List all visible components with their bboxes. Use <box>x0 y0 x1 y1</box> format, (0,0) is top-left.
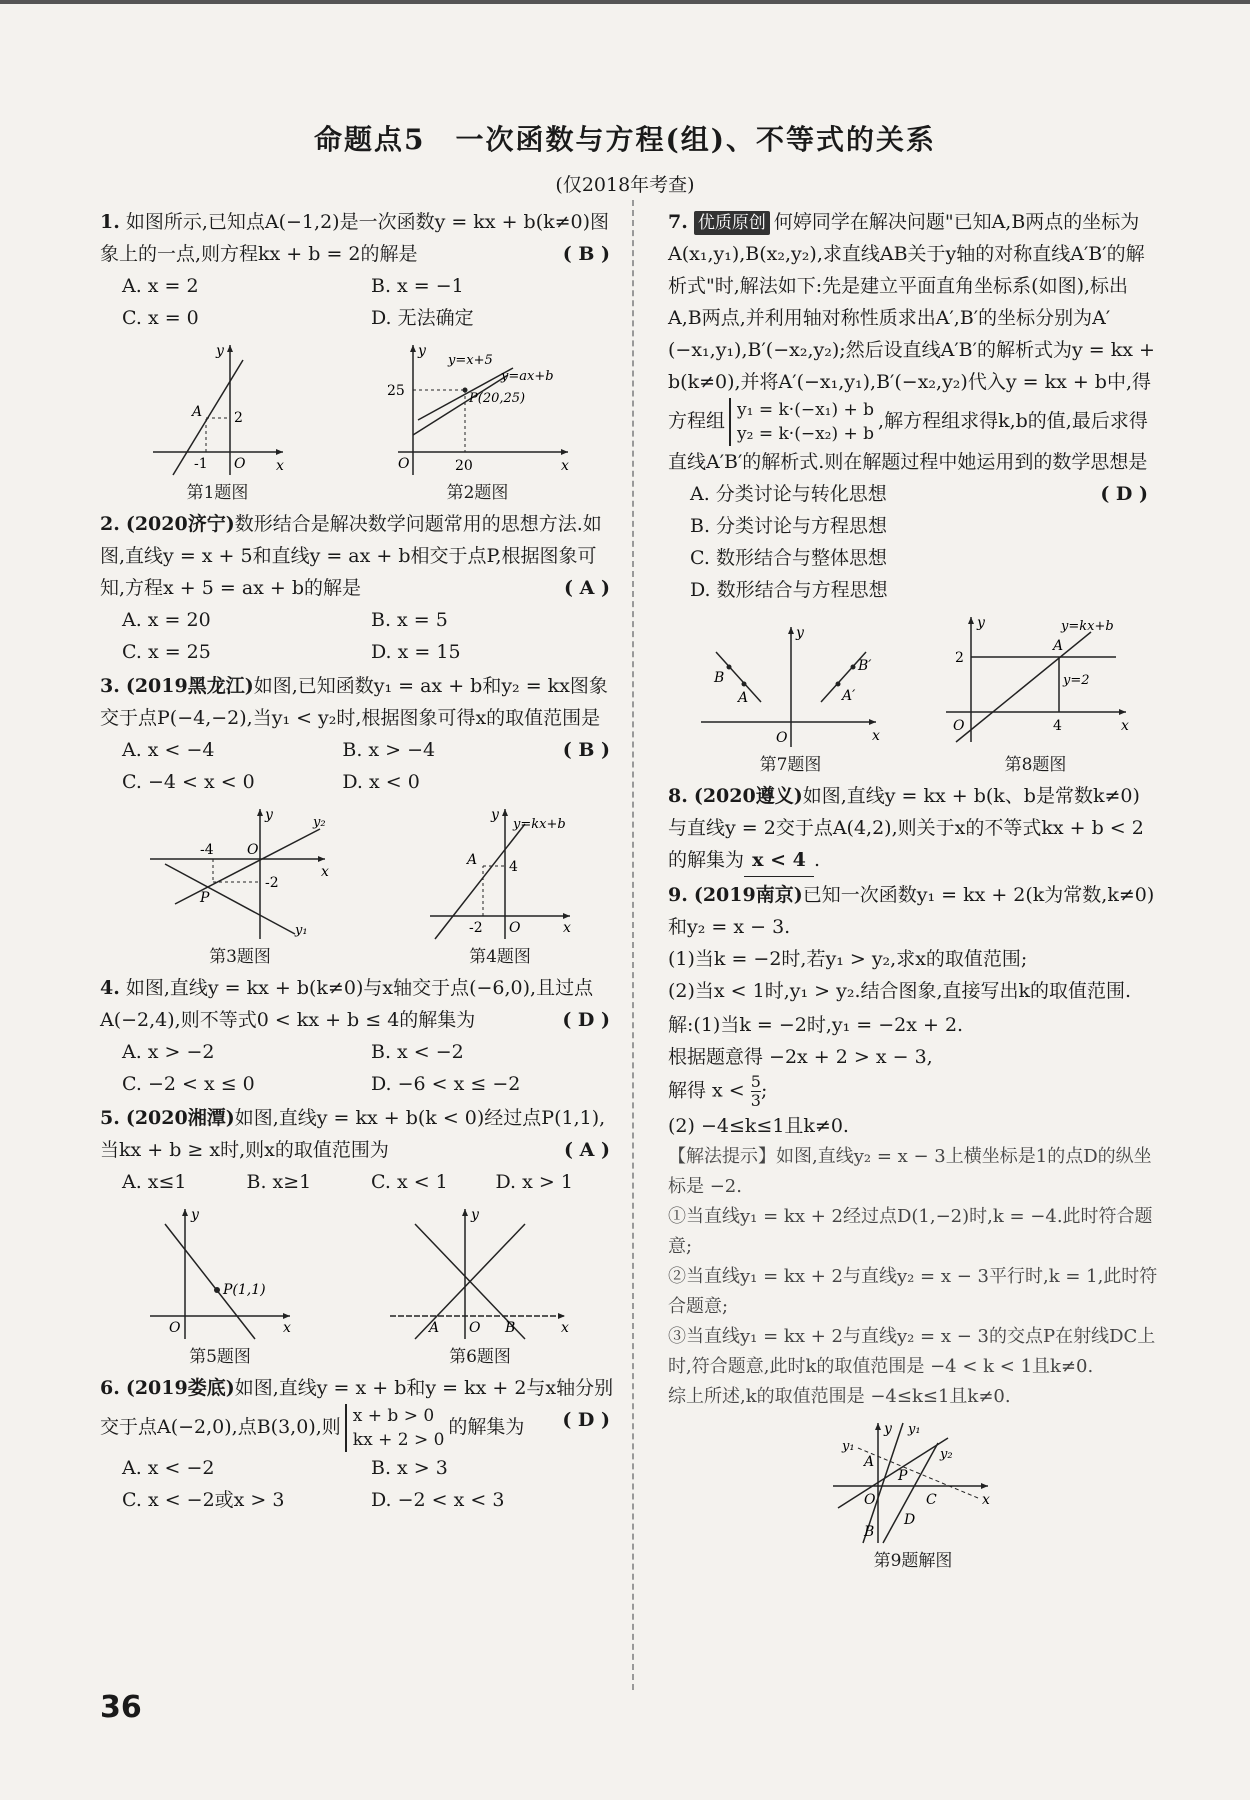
figure-1 <box>148 340 288 504</box>
option-d: D. x > 1 <box>495 1171 573 1193</box>
options <box>100 1452 620 1516</box>
figure-1-graph <box>148 340 288 480</box>
origin-label: O <box>169 1320 181 1336</box>
option-a: A. x < −4 <box>122 739 215 761</box>
question-1: 1. 如图所示,已知点A(−1,2)是一次函数y = kx + b(k≠0)图象上的一点,则方程kx + b = 2的解是 ( B ) A. x = 2 B. x = −1 C. x = 0 D. 无法确定 <box>100 206 620 334</box>
point-a-prime-label: A′ <box>841 688 855 704</box>
line-label: y₁ <box>295 923 308 938</box>
line-label: y=kx+b <box>513 817 566 832</box>
option-c: C. x < 1 <box>371 1171 448 1193</box>
x-axis-label: x <box>871 728 880 744</box>
options <box>668 478 1158 606</box>
answer: ( A ) <box>564 1139 610 1161</box>
point-p-label: P(1,1) <box>223 1282 266 1298</box>
question-text: 数形结合是解决数学问题常用的思想方法.如图,直线y = x + 5和直线y = ax + b相交于点P,根据图象可知,方程x + 5 = ax + b的解是 <box>100 513 602 599</box>
figure-8-graph <box>941 612 1131 752</box>
point-b-label: B <box>505 1320 516 1336</box>
line-label: y=ax+b <box>500 369 554 384</box>
y-axis-label: y <box>795 625 804 641</box>
point-a-label: A <box>737 690 748 706</box>
point-p-label: P <box>200 890 210 906</box>
y-axis-label: y <box>215 343 224 359</box>
tick-label: 20 <box>454 458 473 474</box>
origin-label: O <box>233 456 245 472</box>
question-3: 3. (2019黑龙江)如图,已知函数y₁ = ax + b和y₂ = kx图象交于点P(−4,−2),当y₁ < y₂时,根据图象可得x的取值范围是 ( B ) A. x < −4 B. x > −4 C. −4 < x < 0 D. x < 0 <box>100 670 620 798</box>
answer: ( B ) <box>562 739 610 761</box>
question-text: 何婷同学在解决问题"已知A,B两点的坐标为A(x₁,y₁),B(x₂,y₂),求直线AB关于y轴的对称直线A′B′的解析式"时,解法如下:先是建立平面直角坐标系(如图),标出A,B两点,并利用轴对称性质求出A′,B′的坐标分别为A′(−x₁,y₁),B′(−x₂,y₂);然后设直线A′B′的解析式为y = kx + b(k≠0),并将A′(−x₁,y₁),B′(−x₂,y₂)代入y = kx + b中,得方程组 <box>668 211 1155 432</box>
figure-3 <box>145 804 335 968</box>
origin-label: O <box>469 1320 481 1336</box>
answer: ( D ) <box>1100 483 1148 505</box>
figures-1-2 <box>100 340 620 504</box>
option-a: A. x≤1 <box>122 1171 187 1193</box>
figure-caption: 第1题图 <box>186 483 249 503</box>
option-b: B. x≥1 <box>246 1171 312 1193</box>
line-label: y=x+5 <box>447 353 493 368</box>
point-a-label: A <box>864 1454 875 1470</box>
x-axis-label: x <box>561 1320 569 1336</box>
y-axis-label: y <box>976 615 985 631</box>
figure-7 <box>696 622 886 776</box>
question-9: 9. (2019南京)已知一次函数y₁ = kx + 2(k为常数,k≠0)和y₂ = x − 3. (1)当k = −2时,若y₁ > y₂,求x的取值范围; (2)当x < 1时,y₁ > y₂.结合图象,直接写出k的取值范围. <box>668 879 1158 1007</box>
option-a: A. 分类讨论与转化思想 <box>690 483 887 505</box>
figure-2 <box>383 340 573 504</box>
column-divider <box>632 200 634 1690</box>
fraction: $\frac{5}{3}$ <box>750 1072 761 1110</box>
question-part-2: (2)当x < 1时,y₁ > y₂.结合图象,直接写出k的取值范围. <box>668 980 1132 1002</box>
page-number: 36 <box>100 1690 142 1725</box>
figure-5 <box>145 1204 295 1368</box>
x-axis-label: x <box>321 864 329 880</box>
option-a: A. x = 20 <box>122 609 211 631</box>
figures-7-8 <box>668 612 1158 776</box>
y-axis-label: y <box>471 1207 479 1223</box>
options <box>100 604 620 668</box>
line-label: y₂ <box>313 815 326 830</box>
options <box>100 1036 620 1100</box>
option-b: B. x > −4 <box>342 739 436 761</box>
options <box>100 270 620 334</box>
figure-6 <box>385 1204 575 1368</box>
question-4: 4. 如图,直线y = kx + b(k≠0)与x轴交于点(−6,0),且过点A(−2,4),则不等式0 < kx + b ≤ 4的解集为 ( D ) A. x > −2 B. x < −2 C. −2 < x ≤ 0 D. −6 < x ≤ −2 <box>100 972 620 1100</box>
origin-label: O <box>864 1492 876 1508</box>
option-d: D. −6 < x ≤ −2 <box>371 1073 521 1095</box>
section-subtitle: (仅2018年考查) <box>555 174 695 196</box>
answer: ( D ) <box>562 1409 610 1431</box>
figure-4 <box>425 804 575 968</box>
solution-9 <box>668 1009 1158 1412</box>
solution-line: 解得 x < $\frac{5}{3}$ ; <box>668 1072 768 1110</box>
section-title: 命题点5 一次函数与方程(组)、不等式的关系 <box>314 123 936 156</box>
figure-4-graph <box>425 804 575 944</box>
original-tag: 优质原创 <box>694 211 770 235</box>
origin-label: O <box>775 730 787 746</box>
solution-line: (2) −4≤k≤1且k≠0. <box>668 1115 849 1137</box>
origin-label: O <box>397 456 409 472</box>
tick-label: -1 <box>193 456 208 472</box>
line-label: y₂ <box>940 1447 953 1462</box>
figure-caption: 第9题解图 <box>873 1551 953 1571</box>
question-text: 如图,直线y = kx + b(k < 0)经过点P(1,1),当kx + b ≥ x时,则x的取值范围为 <box>100 1107 606 1161</box>
line-label: y₁ <box>842 1439 855 1454</box>
figure-3-graph <box>145 804 335 944</box>
option-d: D. x < 0 <box>342 771 420 793</box>
question-2: 2. (2020济宁)数形结合是解决数学问题常用的思想方法.如图,直线y = x + 5和直线y = ax + b相交于点P,根据图象可知,方程x + 5 = ax + b的解是 ( A ) A. x = 20 B. x = 5 C. x = 25 D. x = 15 <box>100 508 620 668</box>
options <box>100 1166 620 1198</box>
question-8: 8. (2020遵义)如图,直线y = kx + b(k、b是常数k≠0)与直线y = 2交于点A(4,2),则关于x的不等式kx + b < 2的解集为 x < 4 . <box>668 780 1158 877</box>
left-column <box>100 206 620 1518</box>
equation-system: y₁ = k·(−x₁) + b y₂ = k·(−x₂) + b <box>729 398 874 446</box>
figure-caption: 第8题图 <box>1004 755 1067 775</box>
point-b-prime-label: B′ <box>857 658 871 674</box>
inequality-system: x + b > 0 kx + 2 > 0 <box>345 1404 445 1452</box>
y-axis-label: y <box>417 343 426 359</box>
option-b: B. x = 5 <box>371 609 448 631</box>
figure-caption: 第3题图 <box>209 947 271 967</box>
y-axis-label: y <box>491 807 499 823</box>
tick-label: 25 <box>386 383 405 399</box>
y-axis-label: y <box>191 1207 199 1223</box>
question-text: 已知一次函数y₁ = kx + 2(k为常数,k≠0)和y₂ = x − 3. <box>668 884 1155 938</box>
tick-label: -2 <box>265 875 279 891</box>
solution-tip: 综上所述,k的取值范围是 −4≤k≤1且k≠0. <box>668 1386 1011 1407</box>
question-text: 如图,直线y = kx + b(k≠0)与x轴交于点(−6,0),且过点A(−2,4),则不等式0 < kx + b ≤ 4的解集为 <box>100 977 594 1031</box>
solution-tip: 【解法提示】如图,直线y₂ = x − 3上横坐标是1的点D的纵坐标是 −2. <box>668 1146 1152 1197</box>
solution-tip: ①当直线y₁ = kx + 2经过点D(1,−2)时,k = −4.此时符合题意; <box>668 1206 1153 1257</box>
option-a: A. x = 2 <box>122 275 199 297</box>
point-a-label: A <box>191 404 202 420</box>
point-p-label: P <box>898 1468 908 1484</box>
question-6: 6. (2019娄底)如图,直线y = x + b和y = kx + 2与x轴分别交于点A(−2,0),点B(3,0),则 x + b > 0 kx + 2 > 0的解集为 ( D ) A. x < −2 B. x > 3 C. x < −2或x > 3 D. −2 < x < 3 <box>100 1372 620 1516</box>
option-c: C. x = 25 <box>122 641 211 663</box>
answer: ( A ) <box>564 577 610 599</box>
tick-label: 4 <box>509 859 518 875</box>
option-c: C. −4 < x < 0 <box>122 771 255 793</box>
figures-5-6 <box>100 1204 620 1368</box>
option-d: D. x = 15 <box>371 641 461 663</box>
question-text: 如图,已知函数y₁ = ax + b和y₂ = kx图象交于点P(−4,−2),当y₁ < y₂时,根据图象可得x的取值范围是 <box>100 675 608 729</box>
line-label: y=kx+b <box>1060 619 1114 634</box>
origin-label: O <box>952 718 964 734</box>
origin-label: O <box>509 920 521 936</box>
point-p-label: P(20,25) <box>468 391 525 406</box>
point-a-label: A <box>1052 638 1063 654</box>
option-b: B. 分类讨论与方程思想 <box>690 515 888 537</box>
figure-8 <box>941 612 1131 776</box>
option-a: A. x > −2 <box>122 1041 215 1063</box>
line-label: y=2 <box>1062 673 1090 688</box>
option-b: B. x = −1 <box>371 275 464 297</box>
question-text: 如图,直线y = kx + b(k、b是常数k≠0)与直线y = 2交于点A(4,2),则关于x的不等式kx + b < 2的解集为 <box>668 785 1144 871</box>
tick-label: 2 <box>233 410 243 426</box>
question-7: 7. 优质原创 何婷同学在解决问题"已知A,B两点的坐标为A(x₁,y₁),B(x₂,y₂),求直线AB关于y轴的对称直线A′B′的解析式"时,解法如下:先是建立平面直角坐标系(如图),标出A,B两点,并利用轴对称性质求出A′,B′的坐标分别为A′(−x₁,y₁),B′(−x₂,y₂);然后设直线A′B′的解析式为y = kx + b(k≠0),并将A′(−x₁,y₁),B′(−x₂,y₂)代入y = kx + b中,得方程组 y₁ = k·(−x₁) + b y₂ = k·(−x₂) + b,解方程组求得k,b的值,最后求得直线A′B′的解析式.则在解题过程中她运用到的数学思想是 ( D ) A. 分类讨论与转化思想 B. 分类讨论与方程思想 C. 数形结合与整体思想 D. 数形结合与方程思想 <box>668 206 1158 606</box>
question-part-1: (1)当k = −2时,若y₁ > y₂,求x的取值范围; <box>668 948 1028 970</box>
solution-tip: ②当直线y₁ = kx + 2与直线y₂ = x − 3平行时,k = 1,此时符合题意; <box>668 1266 1158 1317</box>
option-d: D. 数形结合与方程思想 <box>690 579 888 601</box>
figure-9-wrap <box>668 1418 1158 1572</box>
point-b-label: B <box>864 1524 875 1540</box>
x-axis-label: x <box>1120 718 1129 734</box>
tick-label: -4 <box>200 842 214 858</box>
question-text: 如图所示,已知点A(−1,2)是一次函数y = kx + b(k≠0)图象上的一点,则方程kx + b = 2的解是 <box>100 211 610 265</box>
point-a-label: A <box>429 1320 440 1336</box>
tick-label: -2 <box>469 920 483 936</box>
y-axis-label: y <box>265 807 273 823</box>
x-axis-label: x <box>982 1492 990 1508</box>
answer-blank: x < 4 <box>744 844 814 877</box>
x-axis-label: x <box>275 458 284 474</box>
figure-caption: 第5题图 <box>189 1347 251 1367</box>
right-column <box>668 206 1158 1576</box>
x-axis-label: x <box>560 458 569 474</box>
point-c-label: C <box>926 1492 937 1508</box>
y-axis-label: y <box>884 1421 892 1437</box>
x-axis-label: x <box>283 1320 291 1336</box>
solution-line: 解:(1)当k = −2时,y₁ = −2x + 2. <box>668 1014 964 1036</box>
figure-caption: 第7题图 <box>759 755 822 775</box>
option-a: A. x < −2 <box>122 1457 215 1479</box>
option-c: C. −2 < x ≤ 0 <box>122 1073 255 1095</box>
origin-label: O <box>247 842 259 858</box>
figure-9-graph <box>828 1418 998 1548</box>
x-axis-label: x <box>563 920 571 936</box>
point-b-label: B <box>713 670 724 686</box>
question-5: 5. (2020湘潭)如图,直线y = kx + b(k < 0)经过点P(1,1),当kx + b ≥ x时,则x的取值范围为 ( A ) A. x≤1 B. x≥1 C. x < 1 D. x > 1 <box>100 1102 620 1198</box>
options <box>100 734 563 798</box>
figure-6-graph <box>385 1204 575 1344</box>
line-label: y₁ <box>908 1422 921 1437</box>
figure-caption: 第4题图 <box>469 947 531 967</box>
point-a-label: A <box>467 852 478 868</box>
tick-label: 4 <box>1052 718 1062 734</box>
option-b: B. x < −2 <box>371 1041 464 1063</box>
figure-caption: 第6题图 <box>449 1347 511 1367</box>
option-c: C. x < −2或x > 3 <box>122 1489 285 1511</box>
option-b: B. x > 3 <box>371 1457 448 1479</box>
answer: ( B ) <box>562 243 610 265</box>
option-c: C. x = 0 <box>122 307 199 329</box>
solution-tip: ③当直线y₁ = kx + 2与直线y₂ = x − 3的交点P在射线DC上时,符合题意,此时k的取值范围是 −4 < k < 1且k≠0. <box>668 1326 1156 1377</box>
option-c: C. 数形结合与整体思想 <box>690 547 887 569</box>
figure-7-graph <box>696 622 886 752</box>
tick-label: 2 <box>954 650 964 666</box>
figure-9 <box>828 1418 998 1572</box>
option-d: D. 无法确定 <box>371 307 474 329</box>
figures-3-4 <box>100 804 620 968</box>
option-d: D. −2 < x < 3 <box>371 1489 505 1511</box>
figure-5-graph <box>145 1204 295 1344</box>
figure-2-graph <box>383 340 573 480</box>
answer: ( D ) <box>562 1009 610 1031</box>
point-d-label: D <box>904 1512 916 1528</box>
figure-caption: 第2题图 <box>446 483 509 503</box>
solution-line: 根据题意得 −2x + 2 > x − 3, <box>668 1046 933 1068</box>
top-border <box>0 0 1250 4</box>
question-text: 如图,直线y = x + b和y = kx + 2与x轴分别交于点A(−2,0),点B(3,0),则 <box>100 1377 614 1438</box>
